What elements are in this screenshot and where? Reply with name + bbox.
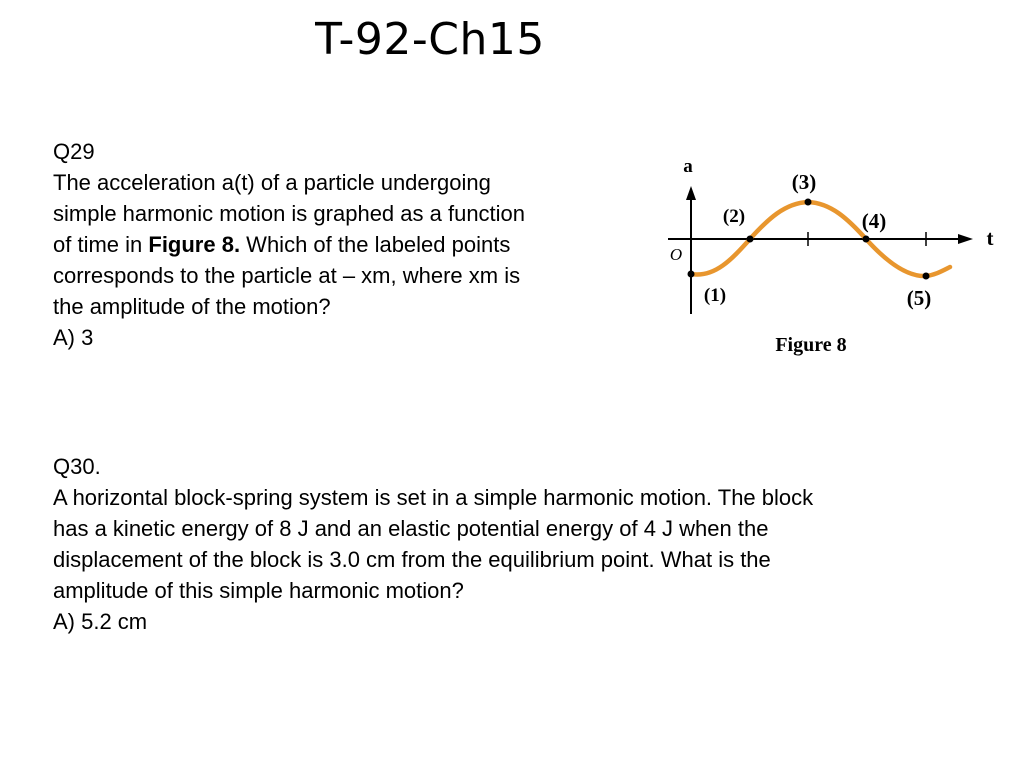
question-text-fragment: Which of the labeled points xyxy=(240,232,511,257)
figure-8 xyxy=(660,148,1010,368)
question-number: Q29 xyxy=(53,139,95,164)
point-3 xyxy=(805,199,812,206)
sine-graph xyxy=(660,148,1010,368)
point-label-5: (5) xyxy=(906,286,932,310)
point-label-3: (3) xyxy=(791,170,817,194)
question-text-line: simple harmonic motion is graphed as a function xyxy=(53,201,526,226)
question-number: Q30. xyxy=(53,454,101,479)
question-text-line: amplitude of this simple harmonic motion? xyxy=(53,578,464,603)
question-text-line: The acceleration a(t) of a particle undergoing xyxy=(53,170,491,195)
answer-text: A) 3 xyxy=(53,325,94,350)
point-2 xyxy=(747,236,754,243)
point-label-2: (2) xyxy=(722,206,746,227)
point-5 xyxy=(923,273,930,280)
question-text-line: corresponds to the particle at – xm, where xm is xyxy=(53,263,521,288)
question-text-line xyxy=(53,229,623,260)
figure-caption: Figure 8 xyxy=(775,334,847,356)
question-text-line: has a kinetic energy of 8 J and an elastic potential energy of 4 J when the xyxy=(53,516,769,541)
figure-reference: Figure 8. xyxy=(148,232,241,257)
y-axis-label: a xyxy=(683,156,693,177)
point-label-1: (1) xyxy=(703,285,727,306)
answer-text: A) 5.2 cm xyxy=(53,609,148,634)
origin-label: O xyxy=(669,245,683,264)
question-30 xyxy=(53,451,973,637)
point-label-4: (4) xyxy=(861,209,887,233)
y-axis-arrow xyxy=(686,186,696,200)
slide-title: T-92-Ch15 xyxy=(315,14,545,65)
question-text-line: displacement of the block is 3.0 cm from the equilibrium point. What is the xyxy=(53,547,771,572)
x-axis-label: t xyxy=(986,226,994,250)
question-text-line: A horizontal block-spring system is set in a simple harmonic motion. The block xyxy=(53,485,814,510)
question-text-fragment: of time in xyxy=(53,232,149,257)
point-1 xyxy=(688,271,695,278)
question-29 xyxy=(53,136,623,353)
x-axis-arrow xyxy=(958,234,973,244)
point-4 xyxy=(863,236,870,243)
question-text-line: the amplitude of the motion? xyxy=(53,294,331,319)
